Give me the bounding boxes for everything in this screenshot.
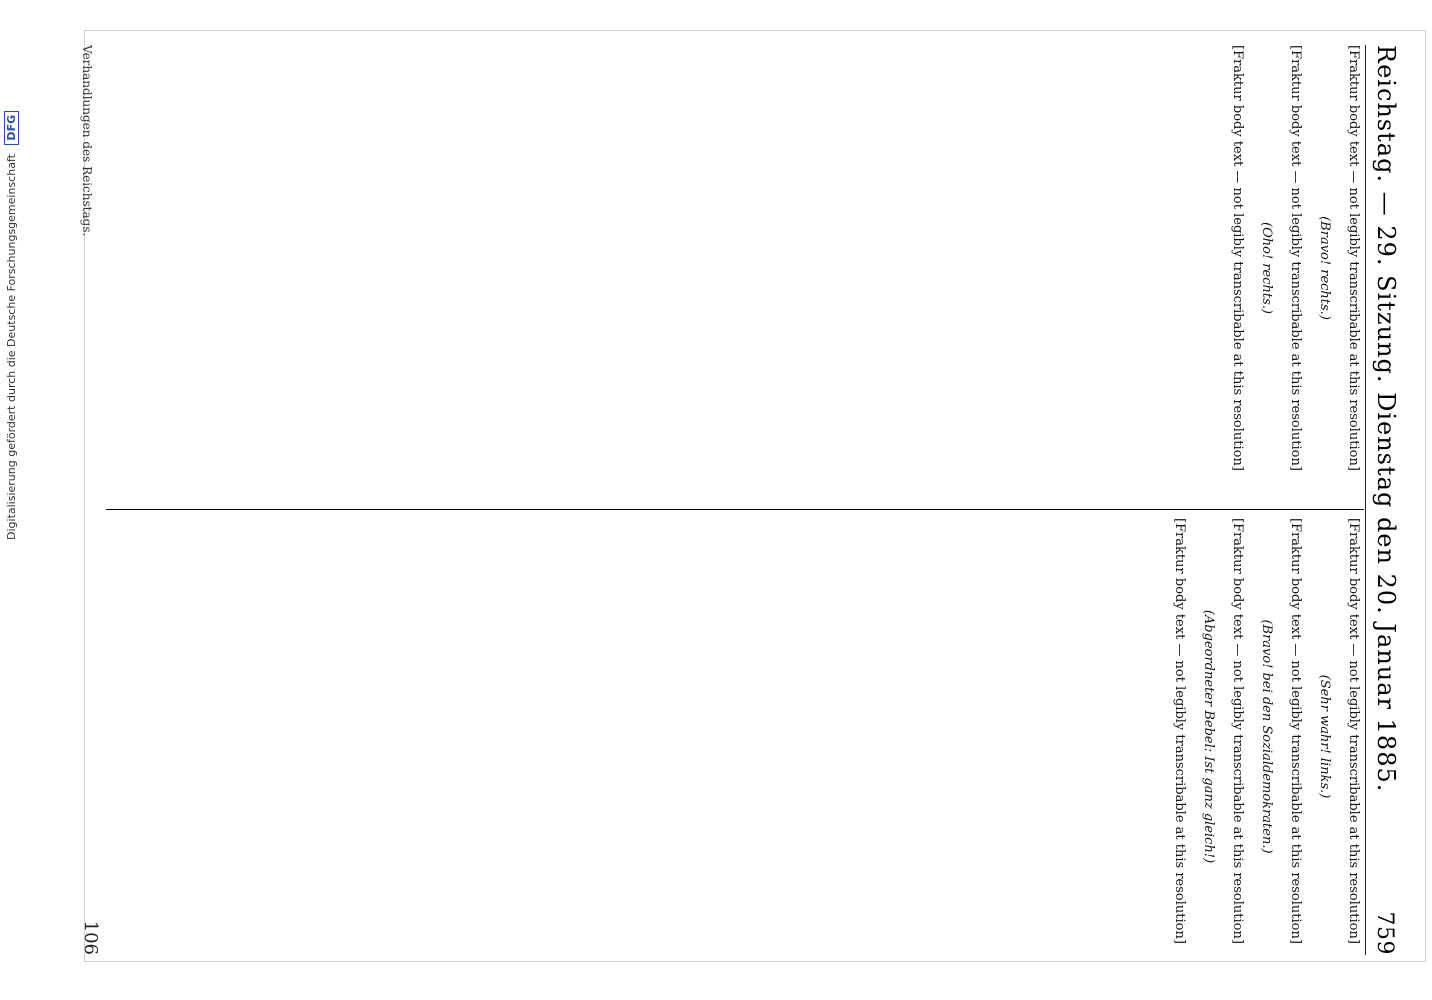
column-right [106,509,1364,955]
paragraph: [Fraktur body text — not legibly transcribable at this resolution] [1346,518,1361,944]
text-columns [106,45,1364,955]
session-line: Reichstag. — 29. Sitzung. Dienstag den 20. Januar 1885. [1372,45,1400,793]
digitization-stamp [4,80,20,540]
paragraph: [Fraktur body text — not legibly transcribable at this resolution] [1288,518,1303,944]
paragraph: [Fraktur body text — not legibly transcribable at this resolution] [1230,45,1245,471]
interjection: (Abgeordneter Bebel: Ist ganz gleich!) [1201,609,1216,864]
footer-note: Verhandlungen des Reichstags. [80,45,94,237]
rotated-page [60,25,1420,975]
paragraph: [Fraktur body text — not legibly transcribable at this resolution] [1172,518,1187,944]
interjection: (Bravo! rechts.) [1317,216,1332,320]
interjection: (Bravo! bei den Sozialdemokraten.) [1259,619,1274,854]
paragraph: [Fraktur body text — not legibly transcribable at this resolution] [1346,45,1361,471]
page-number-top: 759 [1372,911,1397,955]
dfg-logo: DFG [4,111,19,145]
page-number-bottom: 106 [80,920,101,955]
page-inner [60,25,1420,975]
stamp-text: Digitalisierung gefördert durch die Deutsche Forschungsgemeinschaft [5,154,18,540]
column-left [106,45,1364,491]
paragraph: [Fraktur body text — not legibly transcribable at this resolution] [1288,45,1303,471]
interjection: (Oho! rechts.) [1259,222,1274,314]
page-header [1365,45,1400,955]
paragraph: [Fraktur body text — not legibly transcribable at this resolution] [1230,518,1245,944]
interjection: (Sehr wahr! links.) [1317,674,1332,799]
